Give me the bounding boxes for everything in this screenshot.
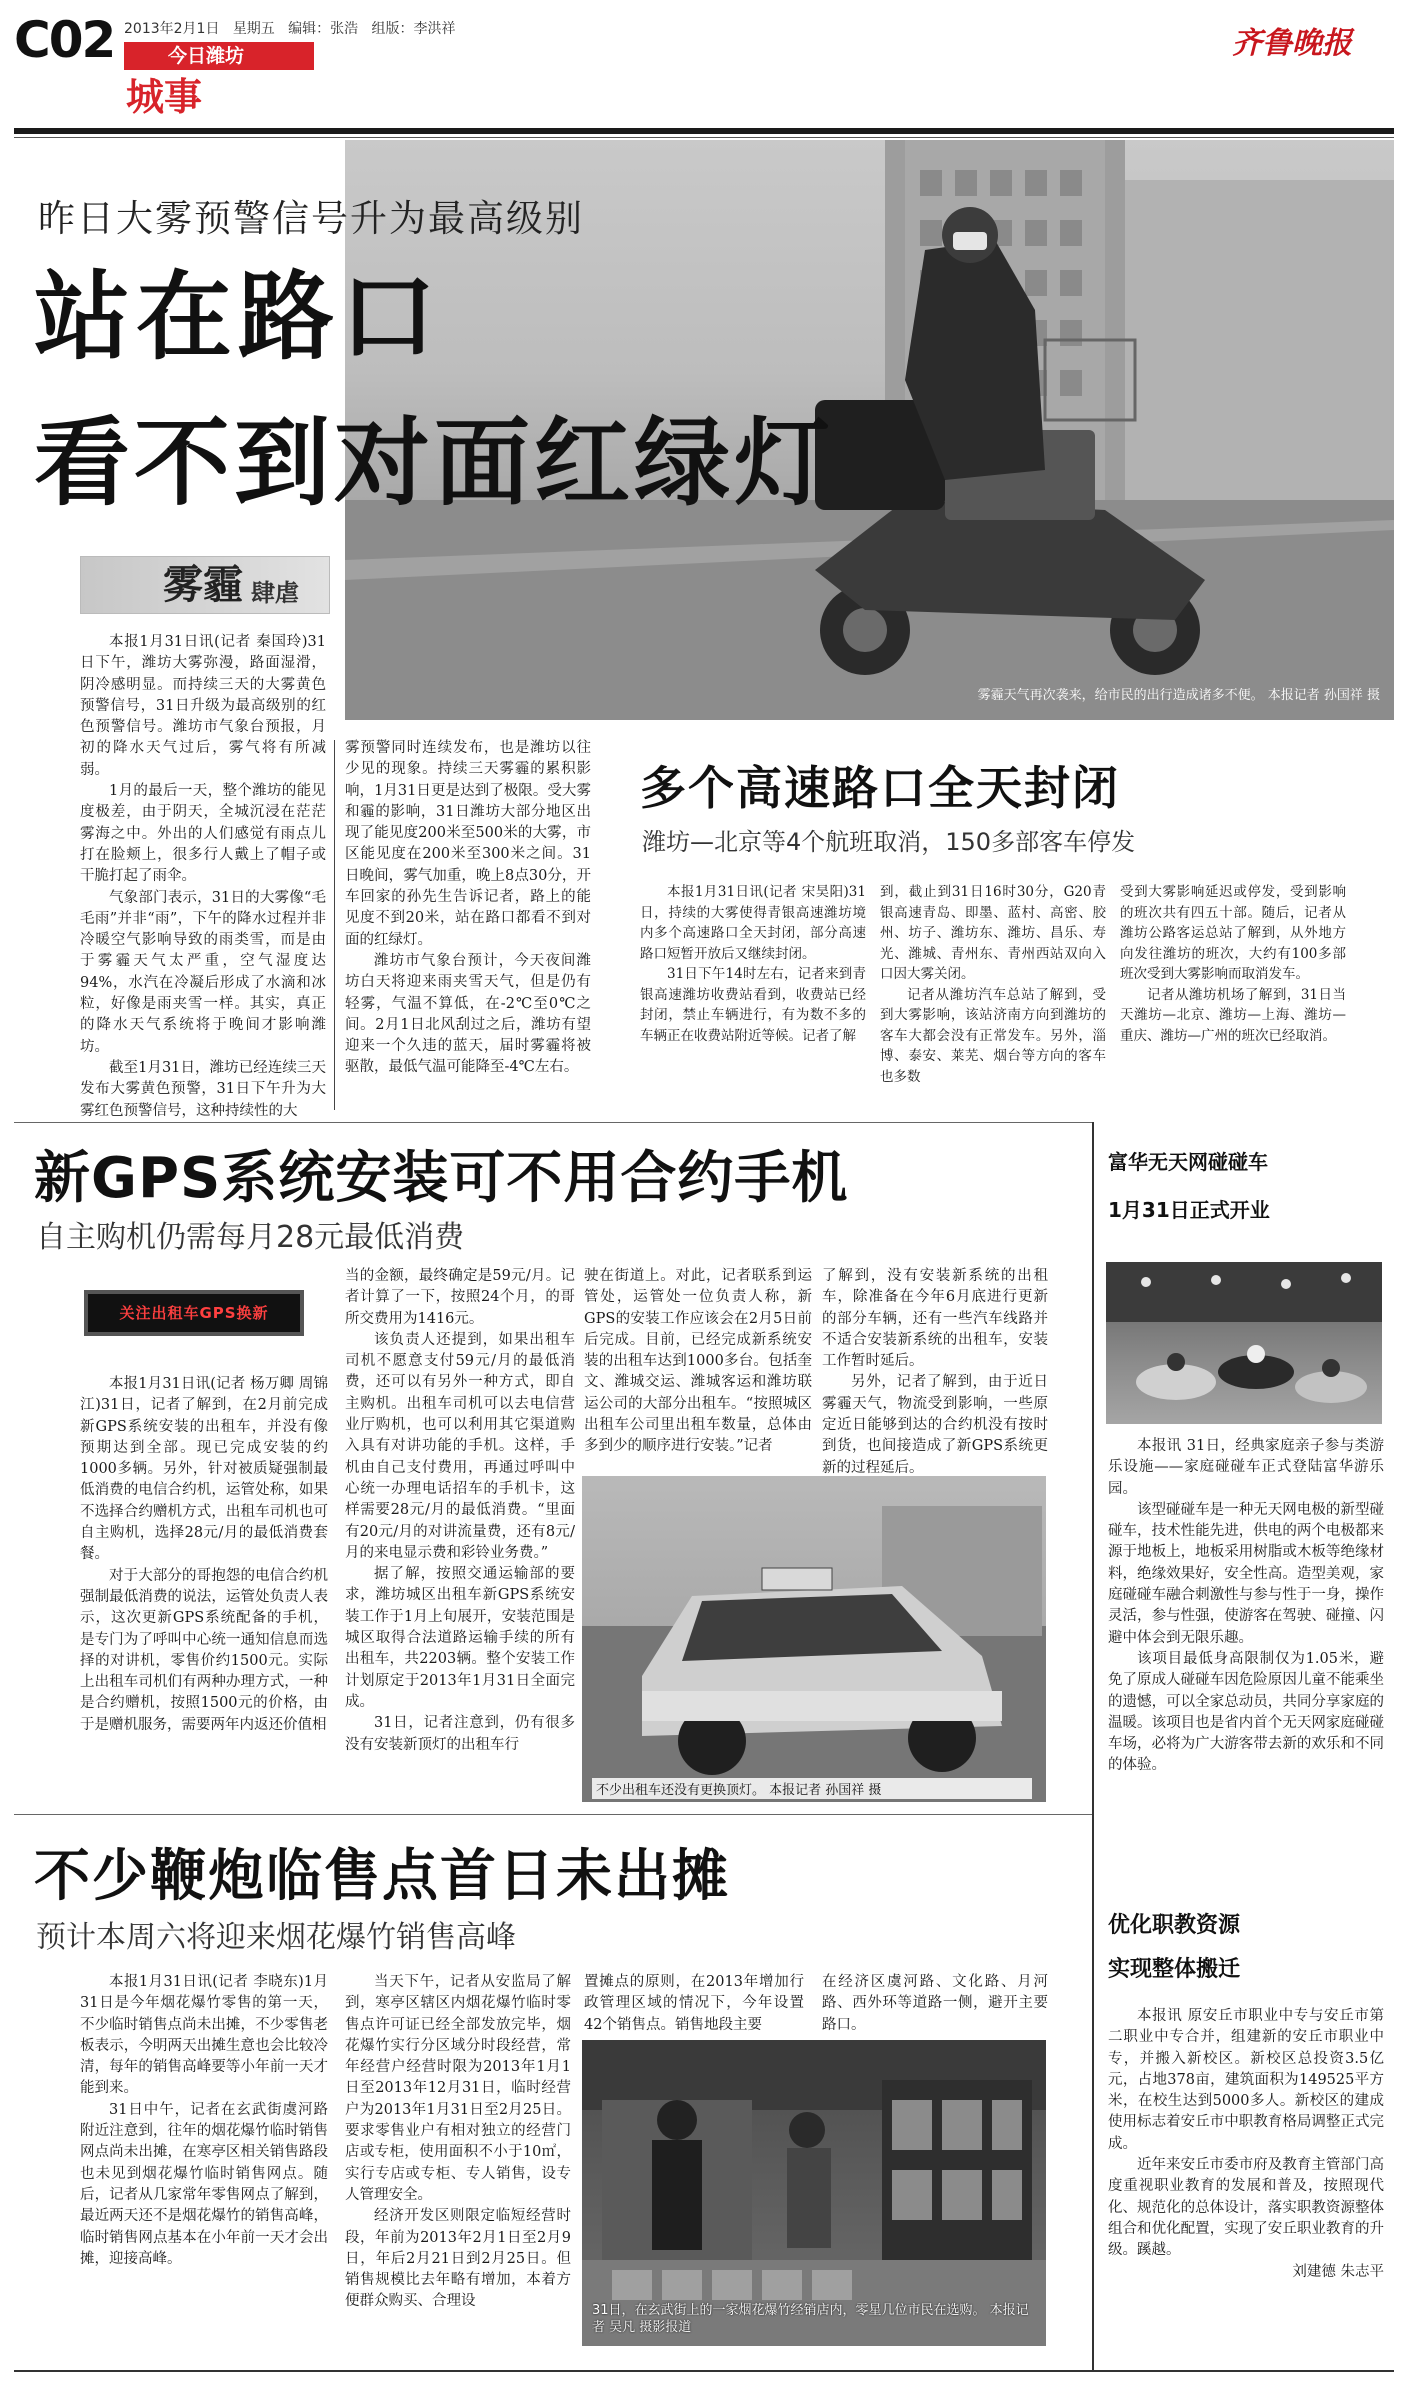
taxi-photo [582,1476,1046,1802]
masthead-rule-thin [14,137,1394,138]
gps-col4-para: 另外，记者了解到，由于近日雾霾天气，物流受到影响，一些原定近日能够到达的合约机没有按时到货，也间接造成了新GPS系统更新的过程延后。 [822,1374,1048,1476]
sidebar-story1-title-line2: 1月31日正式开业 [1108,1198,1270,1222]
highway-col1-para: 31日下午14时左右，记者来到青银高速潍坊收费站看到，收费站已经封闭，禁止车辆进行，有为数不多的车辆正在收费站附近等候。记者了解 [640,966,866,1044]
haze-badge [80,556,330,614]
lead-column-1 [80,632,326,1122]
issue-date: 2013年2月1日 [124,21,220,37]
fireworks-column-3 [584,1972,804,2036]
bumper-car-photo [1106,1262,1382,1424]
sidebar-rule [1092,1122,1094,2372]
lead-column-divider [334,740,335,1110]
highway-headline: 多个高速路口全天封闭 [640,761,1120,815]
gps-col3-para: 驶在街道上。对此，记者联系到运管处，运管处一位负责人称，新GPS的安装工作应该会在2月5日前后完成。目前，已经完成新系统安装的出租车达到1000多台。包括奎文、潍城交运、潍城客运和潍坊联运公司的大部分出租车。“按照城区出租车公司里出租车数量，总体由多到少的顺序进行安装。”记者 [584,1268,812,1455]
page-number: C02 [14,11,115,69]
sidebar-story1-title-line1: 富华无天网碰碰车 [1108,1150,1268,1174]
masthead-rule [14,128,1394,134]
gps-col1-para: 本报1月31日讯(记者 杨万卿 周锦江)31日，记者了解到，在2月前完成新GPS系统安装的出租车，并没有像预期达到全部。现已完成安装的约1000多辆。另外，针对被质疑强制最低消费的电信合约机，运管处称，如果不选择合约赠机方式，出租车司机也可自主购机，选择28元/月的最低消费套餐。 [80,1376,328,1563]
lead-headline-line2: 看不到对面红绿灯 [34,407,834,519]
taxi-photo-caption: 不少出租车还没有更换顶灯。 本报记者 孙国祥 摄 [592,1778,1032,1799]
gps-led-sign [84,1290,304,1336]
section-tag: 今日潍坊 [124,42,314,70]
fireworks-column-4 [822,1972,1048,2036]
sidebar-story2-title-line1: 优化职教资源 [1108,1913,1241,1938]
issue-info [124,18,456,38]
gps-col2-para: 31日，记者注意到，仍有很多没有安装新顶灯的出租车行 [345,1715,575,1753]
fireworks-col1-para: 31日中午，记者在玄武街虞河路附近注意到，往年的烟花爆竹临时销售网点尚未出摊，在寒亭区相关销售路段也未见到烟花爆竹临时销售网点。随后，记者从几家常年零售网点了解到，最近两天还不是烟花爆竹的销售高峰，临时销售网点基本在小年前一天才会出摊，迎接高峰。 [80,2101,328,2267]
fireworks-shop-photo [582,2040,1046,2346]
gps-headline: 新GPS系统安装可不用合约手机 [34,1146,849,1211]
fireworks-col3-para: 置摊点的原则，在2013年增加行政管理区域的情况下，今年设置42个销售点。销售地段主要 [584,1974,804,2033]
lead-headline-line1: 站在路口 [34,261,442,373]
gps-column-2 [345,1266,575,1756]
lead-kicker: 昨日大雾预警信号升为最高级别 [38,197,584,240]
haze-badge-main: 雾霾 [163,562,243,608]
highway-col3-para: 受到大雾影响延迟或停发，受到影响的班次共有四五十部。随后，记者从潍坊公路客运总站了解到，从外地方向发往潍坊的班次，大约有100多部班次受到大雾影响而取消发车。 [1120,884,1346,982]
gps-led-sign-text: 关注出租车GPS换新 [119,1304,269,1322]
fireworks-subhead: 预计本周六将迎来烟花爆竹销售高峰 [36,1920,516,1955]
issue-weekday: 星期五 [232,21,275,37]
fireworks-photo-caption: 31日，在玄武街上的一家烟花爆竹经销店内，零星几位市民在选购。 本报记者 吴凡 摄影报道 [592,2303,1029,2335]
lead-col1-para: 本报1月31日讯(记者 秦国玲)31日下午，潍坊大雾弥漫，路面湿滑，阴冷感明显。而持续三天的大雾黄色预警信号，31日升级为最高级别的红色预警信号。潍坊市气象台预报，月初的降水天气过后，雾气将有所减弱。 [80,634,326,778]
fireworks-col2-para: 经济开发区则限定临短经营时段，年前为2013年2月1日至2月9日，年后2月21日到2月25日。但销售规模比去年略有增加，本着方便群众购买、合理设 [345,2208,571,2310]
gps-col1-para: 对于大部分的哥抱怨的电信合约机强制最低消费的说法，运管处负责人表示，这次更新GPS系统配备的手机，是专门为了呼叫中心统一通知信息而选择的对讲机，零售价约1500元。实际上出租车司机们有两种办理方式，一种是合约赠机，按照1500元的价格，由于是赠机服务，需要两年内返还价值相 [80,1567,328,1733]
bumper-car-illustration [1106,1262,1382,1424]
sidebar-story2-text [1108,2006,1384,2283]
highway-column-2 [880,882,1106,1087]
gps-column-4 [822,1266,1048,1479]
taxi-illustration [582,1476,1046,1802]
lead-col2-para: 潍坊市气象台预计，今天夜间潍坊白天将迎来雨夹雪天气，但是仍有轻雾，气温不算低，在-2℃至0℃之间。2月1日北风刮过之后，潍坊有望迎来一个久违的蓝天，届时雾霾将被驱散，最低气温可能降至-4℃左右。 [345,952,591,1076]
gps-subhead: 自主购机仍需每月28元最低消费 [36,1220,465,1255]
highway-col3-para: 记者从潍坊机场了解到，31日当天潍坊—北京、潍坊—上海、潍坊—重庆、潍坊—广州的班次已经取消。 [1120,986,1346,1044]
highway-col2-para: 记者从潍坊汽车总站了解到，受到大雾影响，该站济南方向到潍坊的客车大都会没有正常发车。另外，淄博、泰安、莱芜、烟台等方向的客车也多数 [880,986,1106,1085]
lead-photo-caption: 雾霾天气再次袭来，给市民的出行造成诸多不便。 本报记者 孙国祥 摄 [977,688,1380,703]
paper-logo: 齐鲁晚报 [1232,26,1352,61]
lead-column-2 [345,738,591,1079]
fireworks-shop-illustration [582,2040,1046,2346]
section-divider [14,1122,1094,1123]
haze-badge-sub: 肆虐 [251,579,299,607]
highway-col2-para: 到，截止到31日16时30分，G20青银高速青岛、即墨、蓝村、高密、胶州、坊子、潍坊东、潍坊、昌乐、寿光、潍城、青州东、青州西站双向入口因大雾关闭。 [880,884,1106,982]
lead-col1-para: 截至1月31日，潍坊已经连续三天发布大雾黄色预警，31日下午升为大雾红色预警信号，这种持续性的大 [80,1059,326,1119]
lead-col2-para: 雾预警同时连续发布，也是潍坊以往少见的现象。持续三天雾霾的累积影响，1月31日更是达到了极限。受大雾和霾的影响，31日潍坊大部分地区出现了能见度200米至500米的大雾，市区能见度在200米至300米之间。31日晚间，雾气加重，晚上8点30分，开车回家的孙先生告诉记者，路上的能见度不到20米，站在路口都看不到对面的红绿灯。 [345,740,591,948]
sidebar-story2-byline: 刘建德 朱志平 [1292,2263,1384,2280]
sidebar-story1-para: 该型碰碰车是一种无天网电极的新型碰碰车，技术性能先进，供电的两个电极都来源于地板上，地板采用树脂或木板等绝缘材料，绝缘效果好，安全性高。造型美观，家庭碰碰车融合刺激性与参与性于一身，操作灵活，参与性强，使游客在驾驶、碰撞、闪避中体会到无限乐趣。 [1108,1501,1384,1646]
designer: 组版：李洪祥 [371,21,456,37]
section-divider [14,1814,1094,1815]
gps-col4-para: 了解到，没有安装新系统的出租车，除准备在今年6月底进行更新的部分车辆，还有一些汽车线路并不适合安装新系统的出租车，安装工作暂时延后。 [822,1268,1048,1370]
fireworks-headline: 不少鞭炮临售点首日未出摊 [34,1844,730,1909]
gps-col2-para: 据了解，按照交通运输部的要求，潍坊城区出租车新GPS系统安装工作于1月上旬展开，安装范围是城区取得合法道路运输手续的所有出租车，共2203辆。整个安装工作计划原定于2013年1月31日全面完成。 [345,1566,575,1710]
fireworks-col2-para: 当天下午，记者从安监局了解到，寒亭区辖区内烟花爆竹临时零售点许可证已经全部发放完毕，烟花爆竹实行分区域分时段经营，常年经营户经营时限为2013年1月1日至2013年12月31日，临时经营户为2013年1月31日至2月25日。要求零售业户有相对独立的经营门店或专柜，使用面积不小于10㎡，实行专店或专柜、专人销售，设专人管理安全。 [345,1974,571,2203]
lead-col1-para: 气象部门表示，31日的大雾像“毛毛雨”并非“雨”，下午的降水过程并非冷暖空气影响导致的雨类雪，而是由于雾霾天气太严重，空气湿度达94%，水汽在冷凝后形成了水滴和冰粒，好像是雨夹雪一样。其实，真正的降水天气系统将于晚间才影响潍坊。 [80,889,326,1055]
highway-column-1 [640,882,866,1046]
highway-col1-para: 本报1月31日讯(记者 宋昊阳)31日，持续的大雾使得青银高速潍坊境内多个高速路口全天封闭，部分高速路口短暂开放后又继续封闭。 [640,884,866,962]
fireworks-col4-para: 在经济区虞河路、文化路、月河路、西外环等道路一侧，避开主要路口。 [822,1974,1048,2033]
page-bottom-rule [14,2370,1394,2372]
gps-column-3 [584,1266,812,1458]
gps-column-1 [80,1374,328,1736]
sidebar-story1-para: 该项目最低身高限制仅为1.05米，避免了原成人碰碰车因危险原因儿童不能乘坐的遗憾，可以全家总动员，共同分享家庭的温暖。该项目也是省内首个无天网家庭碰碰车场，必将为广大游客带去新的欢乐和不同的体验。 [1108,1650,1384,1774]
gps-col2-para: 该负责人还提到，如果出租车司机不愿意支付59元/月的最低消费，还可以有另外一种方式，即自主购机。出租车司机可以去电信营业厅购机，也可以利用其它渠道购入具有对讲功能的手机。这样，手机由自己支付费用，再通过呼叫中心统一办理电话招车的手机卡，这样需要28元/月的最低消费。“里面有20元/月的对讲流量费，还有8元/月的来电显示费和彩铃业务费。” [345,1331,575,1561]
fireworks-column-1 [80,1972,328,2270]
sidebar-story2-title-line2: 实现整体搬迁 [1108,1957,1241,1982]
lead-col1-para: 1月的最后一天，整个潍坊的能见度极差，由于阴天，全城沉浸在茫茫雾海之中。外出的人们感觉有雨点儿打在脸颊上，很多行人戴上了帽子或干脆打起了雨伞。 [80,783,326,885]
gps-col2-para: 当的金额，最终确定是59元/月。记者计算了一下，按照24个月，的哥所交费用为1416元。 [345,1268,575,1327]
sidebar-story2-para: 近年来安丘市委市府及教育主管部门高度重视职业教育的发展和普及，按照现代化、规范化的总体设计，落实职教资源整体组合和优化配置，实现了安丘职业教育的升级。蹊越。 [1108,2157,1384,2259]
sidebar-story1-text [1108,1436,1384,1777]
sidebar-story1-para: 本报讯 31日，经典家庭亲子参与类游乐设施——家庭碰碰车正式登陆富华游乐园。 [1108,1438,1384,1497]
section-title: 城事 [126,75,203,119]
highway-column-3 [1120,882,1346,1046]
fireworks-col1-para: 本报1月31日讯(记者 李晓东)1月31日是今年烟花爆竹零售的第一天，不少临时销售点尚未出摊，不少零售老板表示，今明两天出摊生意也会比较冷清，每年的销售高峰要等小年前一天才能到来。 [80,1974,328,2097]
sidebar-story2-para: 本报讯 原安丘市职业中专与安丘市第二职业中专合并，组建新的安丘市职业中专，并搬入新校区。新校区总投资3.5亿元，占地378亩，建筑面积为149525平方米，在校生达到5000多人。新校区的建成使用标志着安丘市中职教育格局调整正式完成。 [1108,2008,1384,2152]
highway-subhead: 潍坊—北京等4个航班取消，150多部客车停发 [642,828,1136,856]
editor: 编辑：张浩 [288,21,359,37]
fireworks-column-2 [345,1972,571,2313]
